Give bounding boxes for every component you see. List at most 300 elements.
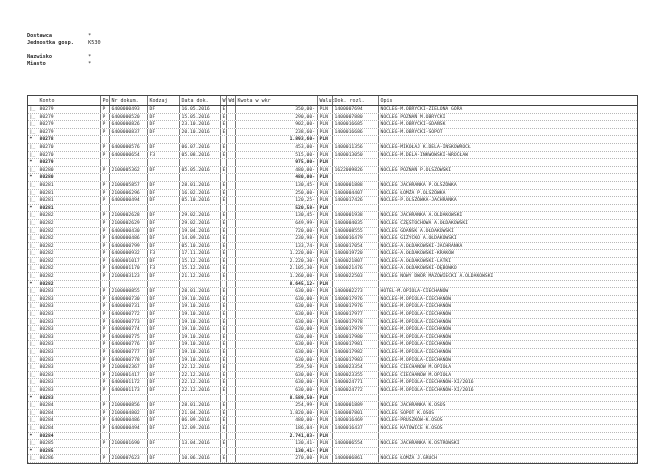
table-row[interactable] bbox=[28, 334, 637, 342]
wd-cell bbox=[226, 417, 235, 424]
po-cell bbox=[100, 433, 109, 440]
konto-cell: 80282 bbox=[39, 251, 54, 257]
amount-cell: 130,45- bbox=[235, 182, 317, 189]
po-cell: P bbox=[100, 106, 109, 113]
amount-cell: 480,00- bbox=[235, 174, 317, 181]
col-header-mark bbox=[28, 96, 38, 105]
table-row[interactable] bbox=[28, 265, 637, 273]
currency-cell: PLN bbox=[317, 265, 332, 272]
subtotal-row[interactable] bbox=[28, 159, 637, 167]
doc-number-cell: 6400000837 bbox=[109, 129, 147, 136]
description-cell: NOCLEG-MIKOŁAJ K.DELA-INSKOWROCŁ bbox=[378, 144, 638, 151]
table-row[interactable] bbox=[28, 425, 637, 433]
doc-type-cell bbox=[147, 174, 179, 181]
settlement-doc-cell bbox=[332, 159, 378, 166]
doc-type-cell: F3 bbox=[147, 152, 179, 159]
description-cell bbox=[378, 281, 638, 288]
amount-cell: 290,00- bbox=[235, 114, 317, 121]
amount-cell: 1.260,00- bbox=[235, 273, 317, 280]
w-cell: E bbox=[220, 288, 226, 295]
doc-date-cell bbox=[179, 205, 220, 212]
amount-cell: 2.741,03- bbox=[235, 433, 317, 440]
amount-cell: 480,00- bbox=[235, 167, 317, 174]
table-row[interactable] bbox=[28, 273, 637, 281]
doc-date-cell: 10.06.2016 bbox=[179, 455, 220, 462]
doc-type-cell: DF bbox=[147, 106, 179, 113]
konto-cell: 80281 bbox=[39, 182, 54, 188]
settlement-doc-cell: 1400019720 bbox=[332, 250, 378, 257]
doc-type-cell: DF bbox=[147, 379, 179, 386]
description-cell bbox=[378, 174, 638, 181]
doc-number-cell: 6400000520 bbox=[109, 114, 147, 121]
subtotal-row[interactable] bbox=[28, 205, 637, 213]
doc-type-cell: DF bbox=[147, 197, 179, 204]
col-header-dok-rozl[interactable]: Dok. rozl. bbox=[332, 96, 378, 105]
currency-cell: PLN bbox=[317, 190, 332, 197]
amount-cell: 630,00- bbox=[235, 372, 317, 379]
subtotal-row[interactable] bbox=[28, 433, 637, 441]
konto-cell: 80283 bbox=[39, 319, 54, 325]
amount-cell: 630,00- bbox=[235, 357, 317, 364]
wd-cell bbox=[226, 425, 235, 432]
po-cell: P bbox=[100, 288, 109, 295]
subtotal-row[interactable] bbox=[28, 174, 637, 182]
w-cell: E bbox=[220, 243, 226, 250]
w-cell: E bbox=[220, 311, 226, 318]
col-header-w[interactable]: W bbox=[220, 96, 226, 105]
konto-cell: 80279 bbox=[39, 114, 54, 120]
doc-type-cell: DF bbox=[147, 243, 179, 250]
konto-cell: 80283 bbox=[39, 357, 54, 363]
subtotal-row[interactable] bbox=[28, 281, 637, 289]
settlement-doc-cell: 1400006861 bbox=[332, 455, 378, 462]
po-cell: P bbox=[100, 144, 109, 151]
currency-cell: PLN bbox=[317, 402, 332, 409]
row-marker: |_ bbox=[29, 228, 36, 234]
col-header-nr-dokum[interactable]: Nr dokum. bbox=[109, 96, 147, 105]
w-cell: E bbox=[220, 402, 226, 409]
wd-cell bbox=[226, 159, 235, 166]
table-row[interactable] bbox=[28, 288, 637, 296]
wd-cell bbox=[226, 144, 235, 151]
po-cell: P bbox=[100, 319, 109, 326]
table-row[interactable] bbox=[28, 364, 637, 372]
table-row[interactable] bbox=[28, 144, 637, 152]
doc-number-cell: 6400000775 bbox=[109, 334, 147, 341]
w-cell: E bbox=[220, 372, 226, 379]
doc-number-cell: 6400000486 bbox=[109, 235, 147, 242]
currency-cell: PLN bbox=[317, 334, 332, 341]
table-row[interactable] bbox=[28, 212, 637, 220]
jednostka-value: K530 bbox=[88, 40, 101, 46]
amount-cell: 359,50- bbox=[235, 364, 317, 371]
po-cell: P bbox=[100, 341, 109, 348]
row-marker: |_ bbox=[29, 304, 36, 310]
w-cell: E bbox=[220, 265, 226, 272]
header-dostawca bbox=[27, 33, 91, 39]
konto-cell: 80283 bbox=[39, 342, 54, 348]
table-row[interactable] bbox=[28, 455, 637, 463]
description-cell: NOCLEG JACHRANKA P.OLSZÓWKA bbox=[378, 182, 638, 189]
w-cell: E bbox=[220, 220, 226, 227]
doc-number-cell: 6400001017 bbox=[109, 258, 147, 265]
doc-date-cell bbox=[179, 433, 220, 440]
doc-date-cell: 14.09.2016 bbox=[179, 235, 220, 242]
table-row[interactable] bbox=[28, 326, 637, 334]
description-cell bbox=[378, 433, 638, 440]
description-cell: NOCLEG-M.OBRYCKI-ZIELONA GÓRA bbox=[378, 106, 638, 113]
konto-cell: 80279 bbox=[39, 107, 54, 112]
table-row[interactable] bbox=[28, 379, 637, 387]
settlement-doc-cell: 1400023355 bbox=[332, 372, 378, 379]
table-row[interactable] bbox=[28, 311, 637, 319]
amount-cell: 2.220,30- bbox=[235, 258, 317, 265]
amount-cell: 630,00- bbox=[235, 303, 317, 310]
doc-number-cell: 2100002367 bbox=[109, 364, 147, 371]
row-marker: * bbox=[29, 137, 33, 143]
amount-cell: 133,74- bbox=[235, 243, 317, 250]
table-row[interactable] bbox=[28, 296, 637, 304]
wd-cell bbox=[226, 265, 235, 272]
table-row[interactable] bbox=[28, 402, 637, 410]
wd-cell bbox=[226, 114, 235, 121]
amount-cell: 2.105,30- bbox=[235, 265, 317, 272]
row-marker: |_ bbox=[29, 167, 36, 173]
subtotal-row[interactable] bbox=[28, 395, 637, 403]
doc-number-cell: 6400000494 bbox=[109, 197, 147, 204]
subtotal-row[interactable] bbox=[28, 136, 637, 144]
wd-cell bbox=[226, 190, 235, 197]
amount-cell: 630,00- bbox=[235, 311, 317, 318]
w-cell: E bbox=[220, 197, 226, 204]
col-header-wd[interactable]: Wd bbox=[226, 96, 235, 105]
description-cell bbox=[378, 159, 638, 166]
po-cell: P bbox=[100, 440, 109, 447]
row-marker: |_ bbox=[29, 350, 36, 355]
doc-date-cell: 05.08.2016 bbox=[179, 152, 220, 159]
po-cell: P bbox=[100, 212, 109, 219]
po-cell: P bbox=[100, 258, 109, 265]
description-cell: NOCLEG-M.DELA-INKWOWSKI-WROCŁAW bbox=[378, 152, 638, 159]
table-row[interactable] bbox=[28, 250, 637, 258]
po-cell: P bbox=[100, 243, 109, 250]
description-cell: NOCLEG-PRUSZKÓW-K.OSOS bbox=[378, 417, 638, 424]
table-row[interactable] bbox=[28, 357, 637, 365]
settlement-doc-cell: 1622009826 bbox=[332, 167, 378, 174]
doc-number-cell: 2100002629 bbox=[109, 220, 147, 227]
doc-date-cell: 05.05.2016 bbox=[179, 167, 220, 174]
table-row[interactable] bbox=[28, 349, 637, 357]
po-cell: P bbox=[100, 357, 109, 364]
description-cell: NOCLEG SOPOT K.OSOS bbox=[378, 410, 638, 417]
doc-number-cell bbox=[109, 448, 147, 455]
table-row[interactable] bbox=[28, 243, 637, 251]
table-row[interactable] bbox=[28, 410, 637, 418]
konto-cell: 80283 bbox=[39, 372, 54, 378]
row-marker: |_ bbox=[29, 182, 36, 188]
currency-cell: PLN bbox=[317, 235, 332, 242]
amount-cell: 630,00- bbox=[235, 387, 317, 394]
doc-type-cell: DF bbox=[147, 349, 179, 356]
currency-cell: PLN bbox=[317, 319, 332, 326]
konto-cell: 80279 bbox=[39, 129, 54, 135]
col-header-rodzaj[interactable]: Kodzaj bbox=[147, 96, 179, 105]
settlement-doc-cell bbox=[332, 433, 378, 440]
doc-type-cell: DF bbox=[147, 121, 179, 128]
wd-cell bbox=[226, 357, 235, 364]
doc-type-cell: DF bbox=[147, 303, 179, 310]
ledger-table bbox=[27, 95, 638, 464]
konto-cell: 80281 bbox=[39, 198, 54, 204]
row-marker: |_ bbox=[29, 258, 36, 264]
doc-date-cell: 28.01.2016 bbox=[179, 288, 220, 295]
po-cell: P bbox=[100, 387, 109, 394]
settlement-doc-cell: 1400017976 bbox=[332, 296, 378, 303]
row-marker: |_ bbox=[29, 410, 36, 416]
po-cell: P bbox=[100, 425, 109, 432]
col-header-data-dok[interactable]: Data dok. bbox=[179, 96, 220, 105]
doc-number-cell: 6400000430 bbox=[109, 228, 147, 235]
po-cell: P bbox=[100, 190, 109, 197]
konto-cell: 80279 bbox=[39, 160, 54, 166]
row-marker: |_ bbox=[29, 190, 36, 196]
wd-cell bbox=[226, 326, 235, 333]
row-marker: |_ bbox=[29, 319, 36, 325]
col-header-kwota[interactable]: Kwota w wkr bbox=[235, 96, 317, 105]
currency-cell: PLN bbox=[317, 296, 332, 303]
table-row[interactable] bbox=[28, 114, 637, 122]
doc-date-cell: 16.02.2016 bbox=[179, 190, 220, 197]
po-cell: P bbox=[100, 455, 109, 462]
w-cell: E bbox=[220, 357, 226, 364]
table-row[interactable] bbox=[28, 387, 637, 395]
dostawca-label: Dostawca bbox=[27, 33, 52, 39]
table-row[interactable] bbox=[28, 129, 637, 137]
doc-number-cell: 6400001172 bbox=[109, 379, 147, 386]
description-cell: NOCLEG-M.OPIOLA-CIECHANÓW bbox=[378, 357, 638, 364]
konto-cell: 80283 bbox=[39, 296, 54, 302]
w-cell: E bbox=[220, 250, 226, 257]
doc-type-cell: F3 bbox=[147, 265, 179, 272]
row-marker: |_ bbox=[29, 198, 36, 204]
settlement-doc-cell: 1400016686 bbox=[332, 129, 378, 136]
currency-cell: PLN bbox=[317, 258, 332, 265]
row-marker: * bbox=[29, 160, 33, 166]
currency-cell: PLN bbox=[317, 167, 332, 174]
doc-date-cell: 19.10.2016 bbox=[179, 319, 220, 326]
amount-cell: 520,58- bbox=[235, 205, 317, 212]
doc-type-cell: DF bbox=[147, 311, 179, 318]
wd-cell bbox=[226, 448, 235, 455]
settlement-doc-cell: 1400004035 bbox=[332, 220, 378, 227]
currency-cell: PLN bbox=[317, 129, 332, 136]
table-row[interactable] bbox=[28, 167, 637, 175]
doc-number-cell: 6400000776 bbox=[109, 341, 147, 348]
doc-type-cell: DF bbox=[147, 417, 179, 424]
doc-date-cell: 22.12.2016 bbox=[179, 379, 220, 386]
table-row[interactable] bbox=[28, 319, 637, 327]
subtotal-row[interactable] bbox=[28, 448, 637, 456]
amount-cell: 250,00- bbox=[235, 190, 317, 197]
settlement-doc-cell: 1400021807 bbox=[332, 258, 378, 265]
amount-cell: 453,00- bbox=[235, 144, 317, 151]
currency-cell: PLN bbox=[317, 136, 332, 143]
table-row[interactable] bbox=[28, 152, 637, 160]
doc-number-cell: 6400000731 bbox=[109, 303, 147, 310]
currency-cell: PLN bbox=[317, 212, 332, 219]
amount-cell: 630,00- bbox=[235, 326, 317, 333]
amount-cell: 649,99- bbox=[235, 220, 317, 227]
table-row[interactable] bbox=[28, 182, 637, 190]
doc-date-cell: 16.05.2016 bbox=[179, 106, 220, 113]
doc-type-cell: DF bbox=[147, 228, 179, 235]
settlement-doc-cell: 1400017980 bbox=[332, 334, 378, 341]
doc-number-cell: 6400000778 bbox=[109, 357, 147, 364]
doc-date-cell: 22.12.2016 bbox=[179, 364, 220, 371]
col-header-konto[interactable]: Konto bbox=[39, 98, 55, 104]
description-cell: NOCLEG-M.OPIOLA-CIECHANÓW-XI/2016 bbox=[378, 387, 638, 394]
wd-cell bbox=[226, 205, 235, 212]
amount-cell: 1.820,00- bbox=[235, 410, 317, 417]
wd-cell bbox=[226, 197, 235, 204]
konto-cell: 80270 bbox=[39, 144, 54, 150]
settlement-doc-cell: 1400017426 bbox=[332, 197, 378, 204]
doc-type-cell: DF bbox=[147, 364, 179, 371]
doc-type-cell: DF bbox=[147, 387, 179, 394]
col-header-po[interactable]: Po bbox=[100, 96, 109, 105]
description-cell: NOCLEG-M.OPIOLA-CIECHANÓW-XI/2016 bbox=[378, 379, 638, 386]
currency-cell: PLN bbox=[317, 288, 332, 295]
w-cell: E bbox=[220, 106, 226, 113]
table-row[interactable] bbox=[28, 121, 637, 129]
doc-date-cell: 19.10.2016 bbox=[179, 303, 220, 310]
row-marker: * bbox=[29, 175, 33, 181]
settlement-doc-cell: 1400008555 bbox=[332, 228, 378, 235]
doc-type-cell: DF bbox=[147, 326, 179, 333]
col-header-opis[interactable]: Opis bbox=[378, 96, 638, 105]
wd-cell bbox=[226, 182, 235, 189]
konto-cell: 80282 bbox=[39, 274, 54, 280]
doc-number-cell: 2100002628 bbox=[109, 212, 147, 219]
konto-cell: 80280 bbox=[39, 167, 54, 173]
amount-cell: 515,00- bbox=[235, 152, 317, 159]
row-marker: |_ bbox=[29, 334, 36, 340]
doc-number-cell: 2100005857 bbox=[109, 182, 147, 189]
table-row[interactable] bbox=[28, 303, 637, 311]
table-row[interactable] bbox=[28, 106, 637, 114]
doc-number-cell bbox=[109, 281, 147, 288]
table-body bbox=[28, 106, 637, 463]
table-row[interactable] bbox=[28, 228, 637, 236]
currency-cell: PLN bbox=[317, 106, 332, 113]
w-cell: E bbox=[220, 349, 226, 356]
table-row[interactable] bbox=[28, 341, 637, 349]
doc-date-cell: 22.12.2016 bbox=[179, 372, 220, 379]
table-row[interactable] bbox=[28, 372, 637, 380]
w-cell: E bbox=[220, 121, 226, 128]
settlement-doc-cell bbox=[332, 205, 378, 212]
col-header-waluta[interactable]: Walut bbox=[317, 96, 332, 105]
table-row[interactable] bbox=[28, 440, 637, 448]
table-row[interactable] bbox=[28, 197, 637, 205]
wd-cell bbox=[226, 379, 235, 386]
doc-date-cell: 05.10.2016 bbox=[179, 197, 220, 204]
currency-cell: PLN bbox=[317, 174, 332, 181]
konto-cell: 80282 bbox=[39, 243, 54, 249]
amount-cell: 630,00- bbox=[235, 334, 317, 341]
amount-cell: 8.645,12- bbox=[235, 281, 317, 288]
wd-cell bbox=[226, 228, 235, 235]
w-cell: E bbox=[220, 326, 226, 333]
doc-number-cell: 6400000826 bbox=[109, 121, 147, 128]
amount-cell: 238,60- bbox=[235, 129, 317, 136]
currency-cell: PLN bbox=[317, 357, 332, 364]
currency-cell: PLN bbox=[317, 433, 332, 440]
row-marker: |_ bbox=[29, 380, 36, 386]
table-row[interactable] bbox=[28, 190, 637, 198]
po-cell: P bbox=[100, 311, 109, 318]
wd-cell bbox=[226, 288, 235, 295]
currency-cell: PLN bbox=[317, 159, 332, 166]
description-cell: NOCLEG NOWY DWÓR MAZOWIECKI A.OLDAKOWSKI bbox=[378, 273, 638, 280]
doc-type-cell: DF bbox=[147, 258, 179, 265]
doc-date-cell: 06.07.2016 bbox=[179, 144, 220, 151]
amount-cell: 630,00- bbox=[235, 296, 317, 303]
wd-cell bbox=[226, 250, 235, 257]
doc-date-cell: 05.10.2016 bbox=[179, 243, 220, 250]
po-cell: P bbox=[100, 121, 109, 128]
po-cell bbox=[100, 159, 109, 166]
currency-cell: PLN bbox=[317, 410, 332, 417]
konto-cell: 80282 bbox=[39, 213, 54, 219]
doc-date-cell: 15.12.2016 bbox=[179, 258, 220, 265]
table-row[interactable] bbox=[28, 258, 637, 266]
doc-number-cell bbox=[109, 136, 147, 143]
po-cell: P bbox=[100, 379, 109, 386]
doc-type-cell: DF bbox=[147, 167, 179, 174]
doc-number-cell: 6400000494 bbox=[109, 425, 147, 432]
doc-date-cell: 12.09.2016 bbox=[179, 425, 220, 432]
po-cell bbox=[100, 448, 109, 455]
po-cell: P bbox=[100, 167, 109, 174]
konto-cell: 80283 bbox=[39, 365, 54, 371]
doc-number-cell: 6400001170 bbox=[109, 265, 147, 272]
konto-cell: 80284 bbox=[39, 418, 54, 424]
description-cell: NOCLEG-A.OŁDAKOWSKI-DĘBOWKO bbox=[378, 265, 638, 272]
konto-cell: 80286 bbox=[39, 456, 54, 462]
wd-cell bbox=[226, 440, 235, 447]
currency-cell: PLN bbox=[317, 303, 332, 310]
doc-type-cell: DF bbox=[147, 144, 179, 151]
description-cell: NOCLEG JACHRANKA K.OSOS bbox=[378, 402, 638, 409]
currency-cell: PLN bbox=[317, 372, 332, 379]
currency-cell: PLN bbox=[317, 281, 332, 288]
currency-cell: PLN bbox=[317, 395, 332, 402]
row-marker: |_ bbox=[29, 251, 36, 257]
description-cell bbox=[378, 448, 638, 455]
w-cell: E bbox=[220, 114, 226, 121]
konto-cell: 80270 bbox=[39, 152, 54, 158]
settlement-doc-cell: 1400017982 bbox=[332, 349, 378, 356]
table-row[interactable] bbox=[28, 220, 637, 228]
description-cell: NOCLEG-M.OPIOLA-CIECHANÓW bbox=[378, 349, 638, 356]
w-cell: E bbox=[220, 235, 226, 242]
w-cell: E bbox=[220, 129, 226, 136]
description-cell: NOCLEG KATOWICE K.OSOS bbox=[378, 425, 638, 432]
table-row[interactable] bbox=[28, 235, 637, 243]
doc-type-cell: DF bbox=[147, 212, 179, 219]
table-row[interactable] bbox=[28, 417, 637, 425]
